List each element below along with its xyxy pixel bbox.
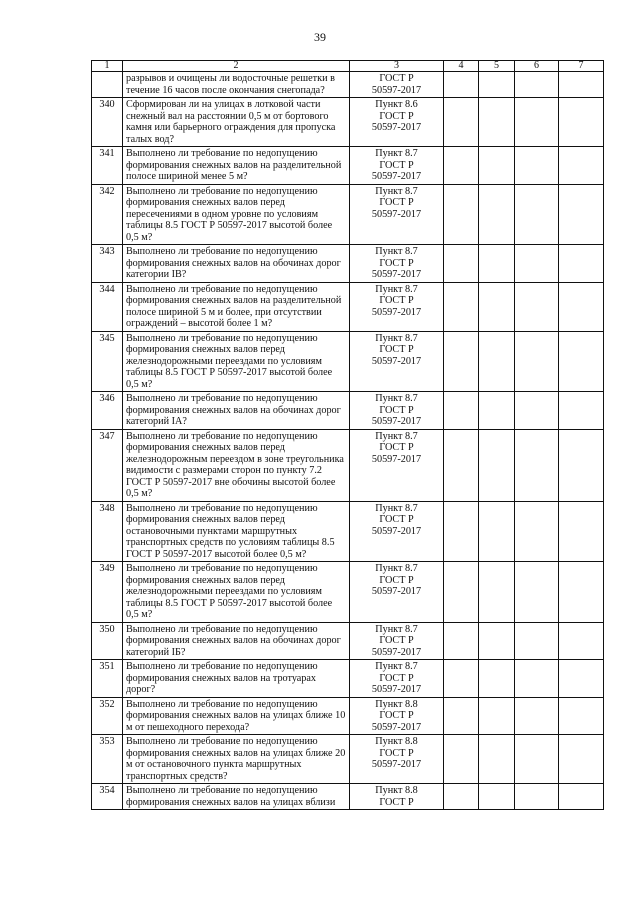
answer-cell	[559, 392, 604, 430]
requirement-question: Выполнено ли требование по недопущению формирования снежных валов перед пересечениями в одном уровне по условиям таблицы 8.5 ГОСТ Р 50597-2017 высотой более 0,5 м?	[123, 184, 350, 245]
answer-cell	[444, 72, 479, 98]
answer-cell	[515, 392, 559, 430]
answer-cell	[479, 735, 515, 784]
answer-cell	[515, 660, 559, 698]
header-row	[92, 61, 604, 72]
table-row	[92, 660, 604, 698]
answer-cell	[479, 660, 515, 698]
column-header: 5	[479, 61, 515, 72]
answer-cell	[559, 501, 604, 562]
answer-cell	[479, 697, 515, 735]
answer-cell	[515, 562, 559, 623]
answer-cell	[444, 331, 479, 392]
answer-cell	[559, 697, 604, 735]
row-number: 352	[92, 697, 123, 735]
answer-cell	[444, 501, 479, 562]
row-number: 348	[92, 501, 123, 562]
page-number: 39	[314, 30, 326, 44]
answer-cell	[559, 245, 604, 283]
row-number: 342	[92, 184, 123, 245]
column-header: 6	[515, 61, 559, 72]
answer-cell	[515, 245, 559, 283]
row-number: 346	[92, 392, 123, 430]
table-row	[92, 697, 604, 735]
row-number: 349	[92, 562, 123, 623]
requirement-question: Выполнено ли требование по недопущению формирования снежных валов на улицах вблизи	[123, 784, 350, 810]
column-header: 4	[444, 61, 479, 72]
answer-cell	[559, 282, 604, 331]
answer-cell	[559, 98, 604, 147]
table-row	[92, 245, 604, 283]
answer-cell	[515, 622, 559, 660]
requirement-question: Выполнено ли требование по недопущению формирования снежных валов на улицах ближе 20 м от остановочного пункта маршрутных транспортных средств?	[123, 735, 350, 784]
table-row	[92, 184, 604, 245]
table-row	[92, 98, 604, 147]
table-row	[92, 72, 604, 98]
answer-cell	[444, 429, 479, 501]
answer-cell	[479, 392, 515, 430]
answer-cell	[444, 245, 479, 283]
answer-cell	[444, 392, 479, 430]
answer-cell	[559, 784, 604, 810]
requirement-question: Выполнено ли требование по недопущению формирования снежных валов на разделительной полосе шириной 5 м и более, при отсутствии ограждений – высотой более 1 м?	[123, 282, 350, 331]
answer-cell	[559, 562, 604, 623]
requirement-question: Выполнено ли требование по недопущению формирования снежных валов перед остановочными пунктами маршрутных транспортных средств по условиям таблицы 8.5 ГОСТ Р 50597-2017 высотой более 0,5 м?	[123, 501, 350, 562]
requirement-question: Выполнено ли требование по недопущению формирования снежных валов перед железнодорожными переездами по условиям таблицы 8.5 ГОСТ Р 50597-2017 высотой более 0,5 м?	[123, 562, 350, 623]
row-number: 345	[92, 331, 123, 392]
normative-reference: Пункт 8.7 ГОСТ Р 50597-2017	[350, 245, 444, 283]
answer-cell	[444, 147, 479, 185]
answer-cell	[515, 429, 559, 501]
answer-cell	[444, 184, 479, 245]
row-number: 344	[92, 282, 123, 331]
answer-cell	[515, 784, 559, 810]
table-row	[92, 622, 604, 660]
row-number: 351	[92, 660, 123, 698]
normative-reference: Пункт 8.7 ГОСТ Р 50597-2017	[350, 660, 444, 698]
column-header: 7	[559, 61, 604, 72]
answer-cell	[559, 147, 604, 185]
requirement-question: Выполнено ли требование по недопущению формирования снежных валов на обочинах дорог категорий IБ?	[123, 622, 350, 660]
row-number: 353	[92, 735, 123, 784]
table-row	[92, 784, 604, 810]
answer-cell	[479, 98, 515, 147]
normative-reference: ГОСТ Р 50597-2017	[350, 72, 444, 98]
table-row	[92, 562, 604, 623]
row-number: 340	[92, 98, 123, 147]
normative-reference: Пункт 8.7 ГОСТ Р 50597-2017	[350, 622, 444, 660]
answer-cell	[444, 784, 479, 810]
normative-reference: Пункт 8.7 ГОСТ Р 50597-2017	[350, 147, 444, 185]
answer-cell	[479, 72, 515, 98]
answer-cell	[559, 429, 604, 501]
column-header: 1	[92, 61, 123, 72]
answer-cell	[559, 735, 604, 784]
requirement-question: Выполнено ли требование по недопущению формирования снежных валов на обочинах дорог категории IB?	[123, 245, 350, 283]
row-number	[92, 72, 123, 98]
table-row	[92, 735, 604, 784]
normative-reference: Пункт 8.7 ГОСТ Р 50597-2017	[350, 282, 444, 331]
table-row	[92, 331, 604, 392]
normative-reference: Пункт 8.7 ГОСТ Р 50597-2017	[350, 429, 444, 501]
requirement-question: Выполнено ли требование по недопущению формирования снежных валов на разделительной полосе шириной менее 5 м?	[123, 147, 350, 185]
answer-cell	[444, 98, 479, 147]
answer-cell	[515, 98, 559, 147]
answer-cell	[515, 331, 559, 392]
row-number: 350	[92, 622, 123, 660]
requirement-question: Сформирован ли на улицах в лотковой части снежный вал на расстоянии 0,5 м от бортового камня или барьерного ограждения для пропуска талых вод?	[123, 98, 350, 147]
requirement-question: Выполнено ли требование по недопущению формирования снежных валов на обочинах дорог категорий IA?	[123, 392, 350, 430]
answer-cell	[479, 147, 515, 185]
row-number: 347	[92, 429, 123, 501]
requirement-question: Выполнено ли требование по недопущению формирования снежных валов перед железнодорожными переездами по условиям таблицы 8.5 ГОСТ Р 50597-2017 высотой более 0,5 м?	[123, 331, 350, 392]
answer-cell	[444, 660, 479, 698]
answer-cell	[515, 735, 559, 784]
normative-reference: Пункт 8.7 ГОСТ Р 50597-2017	[350, 184, 444, 245]
answer-cell	[479, 184, 515, 245]
answer-cell	[515, 501, 559, 562]
answer-cell	[515, 697, 559, 735]
answer-cell	[515, 282, 559, 331]
column-header: 2	[123, 61, 350, 72]
row-number: 354	[92, 784, 123, 810]
normative-reference: Пункт 8.8 ГОСТ Р	[350, 784, 444, 810]
checklist-table	[91, 60, 604, 810]
column-header: 3	[350, 61, 444, 72]
answer-cell	[559, 622, 604, 660]
normative-reference: Пункт 8.8 ГОСТ Р 50597-2017	[350, 697, 444, 735]
answer-cell	[559, 331, 604, 392]
answer-cell	[479, 331, 515, 392]
table-row	[92, 147, 604, 185]
answer-cell	[515, 184, 559, 245]
answer-cell	[444, 282, 479, 331]
answer-cell	[515, 147, 559, 185]
normative-reference: Пункт 8.8 ГОСТ Р 50597-2017	[350, 735, 444, 784]
answer-cell	[444, 622, 479, 660]
table-row	[92, 429, 604, 501]
answer-cell	[479, 429, 515, 501]
answer-cell	[479, 282, 515, 331]
table-row	[92, 282, 604, 331]
table-row	[92, 392, 604, 430]
requirement-question: разрывов и очищены ли водосточные решетки в течение 16 часов после окончания снегопада?	[123, 72, 350, 98]
answer-cell	[444, 562, 479, 623]
normative-reference: Пункт 8.7 ГОСТ Р 50597-2017	[350, 392, 444, 430]
answer-cell	[444, 735, 479, 784]
normative-reference: Пункт 8.7 ГОСТ Р 50597-2017	[350, 562, 444, 623]
normative-reference: Пункт 8.6 ГОСТ Р 50597-2017	[350, 98, 444, 147]
answer-cell	[559, 660, 604, 698]
answer-cell	[515, 72, 559, 98]
answer-cell	[479, 562, 515, 623]
requirement-question: Выполнено ли требование по недопущению формирования снежных валов перед железнодорожным переездом в зоне треугольника видимости с размерами сторон по пункту 7.2 ГОСТ Р 50597-2017 вне обочины высотой более 0,5 м?	[123, 429, 350, 501]
requirement-question: Выполнено ли требование по недопущению формирования снежных валов на улицах ближе 10 м от пешеходного перехода?	[123, 697, 350, 735]
answer-cell	[559, 72, 604, 98]
answer-cell	[479, 784, 515, 810]
row-number: 343	[92, 245, 123, 283]
normative-reference: Пункт 8.7 ГОСТ Р 50597-2017	[350, 501, 444, 562]
answer-cell	[479, 501, 515, 562]
normative-reference: Пункт 8.7 ГОСТ Р 50597-2017	[350, 331, 444, 392]
requirement-question: Выполнено ли требование по недопущению формирования снежных валов на тротуарах дорог?	[123, 660, 350, 698]
answer-cell	[479, 245, 515, 283]
row-number: 341	[92, 147, 123, 185]
table-row	[92, 501, 604, 562]
answer-cell	[559, 184, 604, 245]
answer-cell	[444, 697, 479, 735]
answer-cell	[479, 622, 515, 660]
